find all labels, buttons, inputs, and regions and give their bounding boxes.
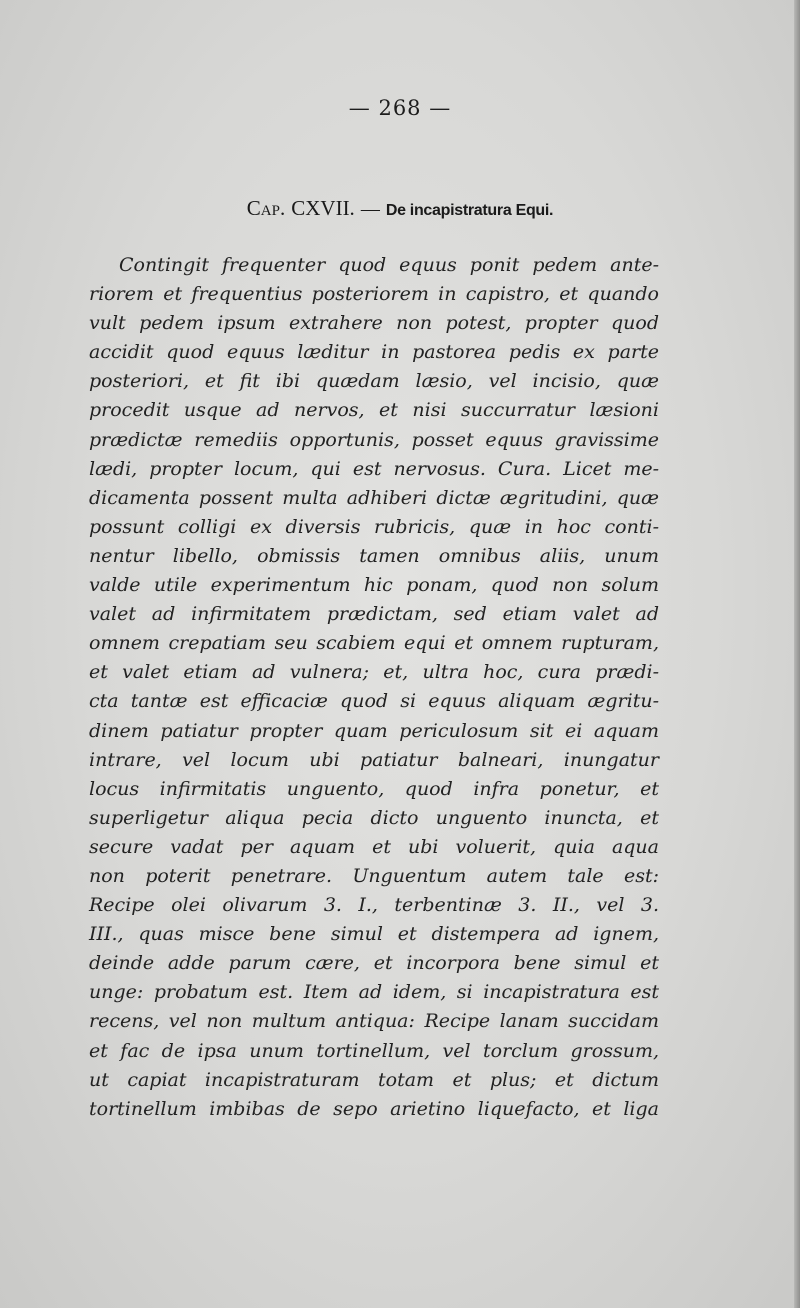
text-line: possunt colligi ex diversis rubricis, quæ in hoc conti- [89, 515, 659, 538]
text-line: vult pedem ipsum extrahere non potest, propter quod [89, 312, 659, 335]
chapter-cap-label: Cap. [246, 196, 286, 220]
text-line: dinem patiatur propter quam periculosum sit ei aquam [89, 719, 659, 742]
text-line: posteriori, et fit ibi quædam læsio, vel incisio, quæ [89, 370, 659, 393]
text-line: unge: probatum est. Item ad idem, si incapistratura est [89, 981, 659, 1004]
text-line: omnem crepatiam seu scabiem equi et omnem rupturam, [89, 632, 659, 655]
text-line: nentur libello, obmissis tamen omnibus aliis, unum [89, 544, 659, 567]
text-line: Recipe olei olivarum 3. I., terbentinæ 3. II., vel 3. [89, 894, 659, 917]
text-line: ut capiat incapistraturam totam et plus; et dictum [89, 1068, 659, 1091]
text-line: locus infirmitatis unguento, quod infra ponetur, et [89, 777, 659, 800]
text-line: accidit quod equus læditur in pastorea pedis ex parte [89, 341, 659, 364]
text-line: cta tantæ est efficaciæ quod si equus aliquam ægritu- [89, 690, 659, 713]
text-line: valde utile experimentum hic ponam, quod non solum [89, 574, 659, 597]
text-line: intrare, vel locum ubi patiatur balneari, inungatur [89, 748, 659, 771]
chapter-heading [0, 196, 800, 221]
chapter-number: CXVII. [291, 196, 355, 220]
text-line: secure vadat per aquam et ubi voluerit, quia aqua [89, 835, 659, 858]
text-line: riorem et frequentius posteriorem in capistro, et quando [89, 283, 659, 306]
text-line: et fac de ipsa unum tortinellum, vel torclum grossum, [89, 1039, 659, 1062]
page-number: — 268 — [348, 96, 452, 120]
text-line: deinde adde parum cære, et incorpora bene simul et [89, 952, 659, 975]
text-line: valet ad infirmitatem prædictam, sed etiam valet ad [89, 603, 659, 626]
text-line: lædi, propter locum, qui est nervosus. Cura. Licet me- [89, 457, 659, 480]
text-line: procedit usque ad nervos, et nisi succurratur læsioni [89, 399, 659, 422]
chapter-body-paragraph [89, 251, 659, 1124]
chapter-dash: — [360, 199, 380, 220]
text-line: tortinellum imbibas de sepo arietino liquefacto, et liga [89, 1097, 659, 1120]
text-line: et valet etiam ad vulnera; et, ultra hoc, cura prædi- [89, 661, 659, 684]
text-line: non poterit penetrare. Unguentum autem tale est: [89, 864, 659, 887]
text-line: superligetur aliqua pecia dicto unguento inuncta, et [89, 806, 659, 829]
text-line: III., quas misce bene simul et distempera ad ignem, [89, 923, 659, 946]
text-line: Contingit frequenter quod equus ponit pedem ante- [119, 254, 659, 276]
text-line: prædictæ remediis opportunis, posset equus gravissime [89, 428, 659, 451]
text-line: recens, vel non multum antiqua: Recipe lanam succidam [89, 1010, 659, 1033]
text-line: dicamenta possent multa adhiberi dictæ ægritudini, quæ [89, 486, 659, 509]
chapter-title: De incapistratura Equi. [385, 202, 554, 219]
